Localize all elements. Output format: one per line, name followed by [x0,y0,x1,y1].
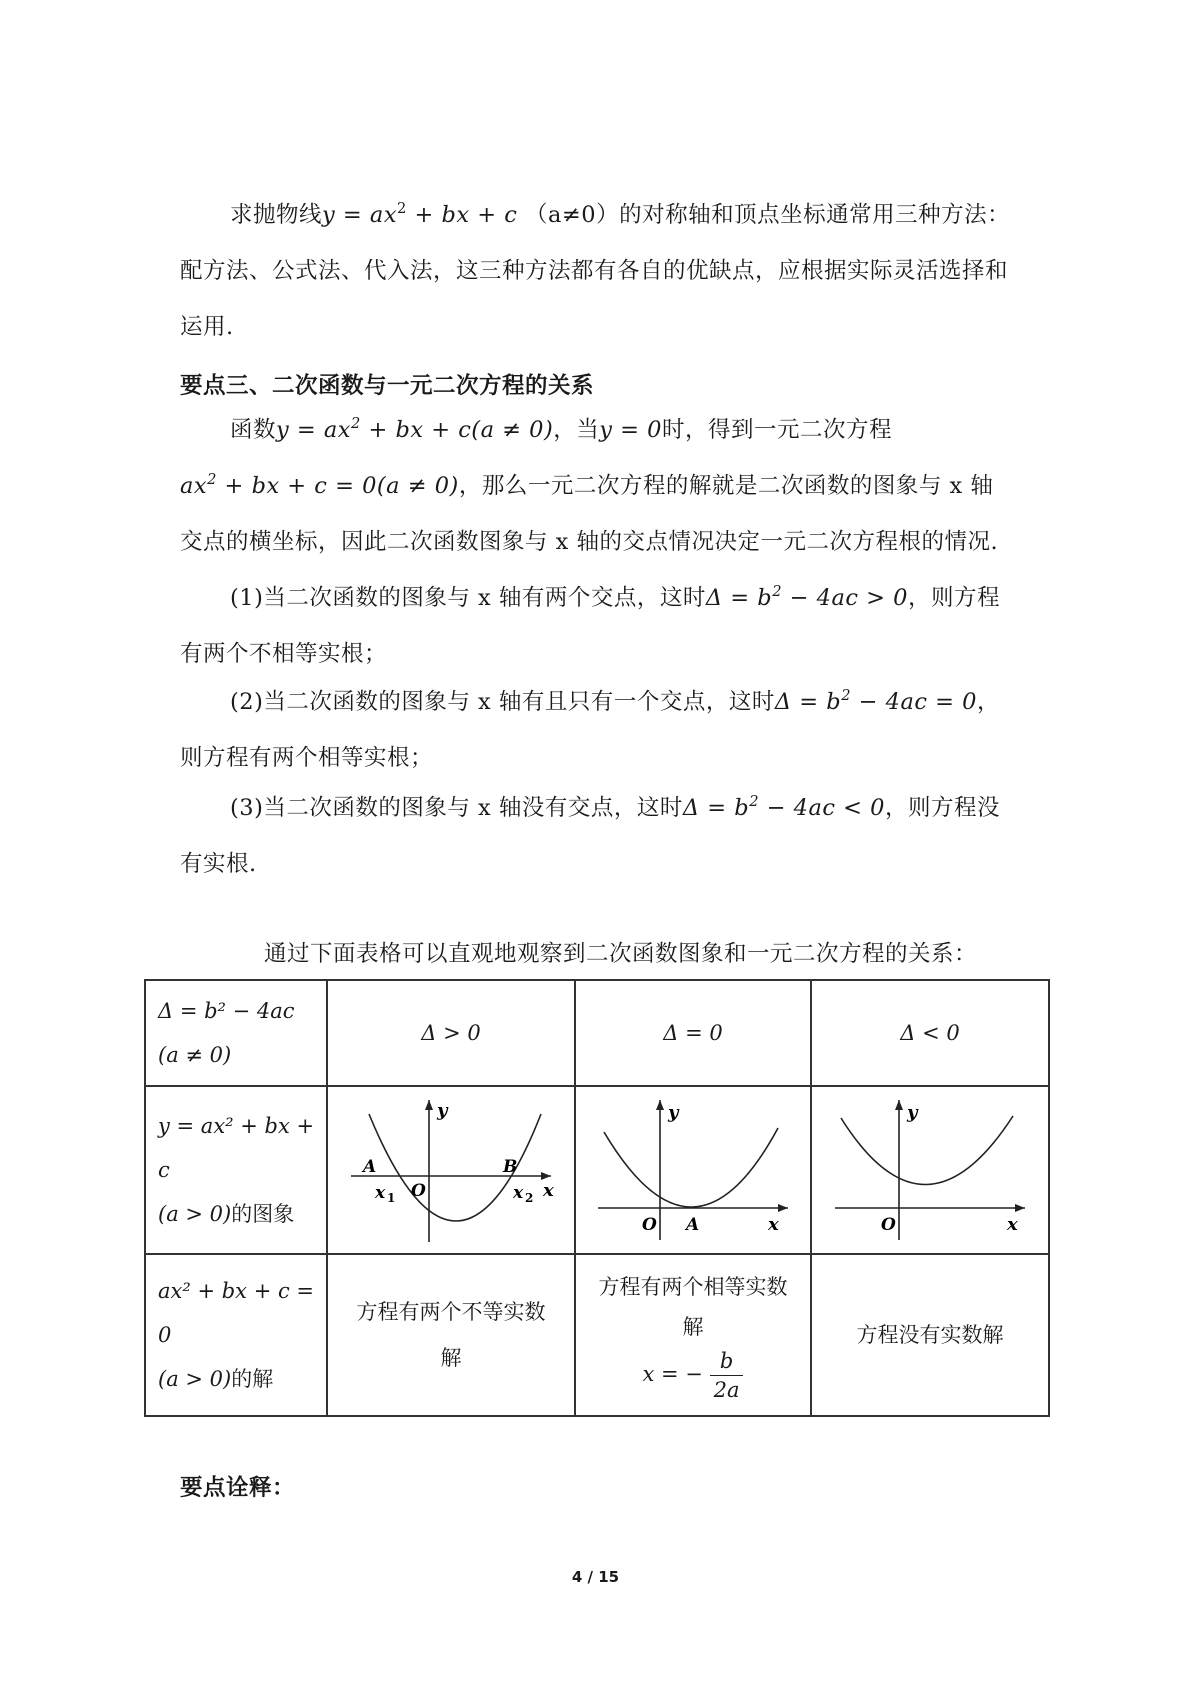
x-axis-label: x [1007,1214,1018,1235]
p1-text-b: ，当 [553,417,600,443]
point-a-label: A [363,1157,377,1177]
discriminant-condition: (a ≠ 0) [158,1043,232,1067]
intro-paragraph: 求抛物线$y = ax^2$ + bx + c （a≠0）的对称轴和顶点坐标通常用三种方法：配方法、公式法、代入法，这三种方法都有各自的优缺点，应根据实际灵活选择和运用. [180,200,1011,340]
case-1-conclusion: ，则方程有两个不相等实根； [180,585,1000,667]
case-1-formula: $\Delta = b^2 - 4ac > 0$ [705,583,908,611]
case-3-conclusion: ，则方程没有实根. [180,795,1000,877]
function-condition: (a > 0) [158,1202,232,1226]
header-negative-text: Δ < 0 [900,1021,960,1045]
solution-two-distinct-text: 方程有两个不等实数 [356,1300,546,1324]
equation-formula: ax² + bx + c = 0 [158,1279,314,1347]
intro-text-pre: 求抛物线 [230,202,323,228]
solution-label-text: 的解 [231,1367,274,1391]
y-axis-arrow [425,1100,433,1110]
p1-text-a: 函数 [230,417,277,443]
case-2 [180,674,1016,786]
p1-formula-y0: y = 0 [599,417,662,443]
discriminant-formula: Δ = b² − 4ac [158,999,295,1023]
graph-label-text: 的图象 [231,1202,295,1226]
table-intro: 通过下面表格可以直观地观察到二次函数图象和一元二次方程的关系： [264,941,978,967]
solution-label-cell [145,1254,327,1416]
header-positive [327,980,575,1086]
intro-condition: （a≠0） [525,202,620,228]
y-axis-label: y [668,1102,679,1123]
notes-title: 要点诠释： [180,1475,296,1501]
table-row-solutions [145,1254,1049,1416]
solution-two-distinct-cell [327,1254,575,1416]
equation-condition: (a > 0) [158,1367,232,1391]
discriminant-label-cell [145,980,327,1086]
y-axis-label: y [437,1100,448,1121]
header-negative [811,980,1049,1086]
root-x2-label: x [513,1183,524,1203]
p1-text-d: ，那么一元二次方程的解就是二次函数的图象与 x 轴交点的横坐标，因此二次函数图象与 x 轴的交点情况决定一元二次方程根的情况. [180,473,999,555]
case-3 [180,780,1016,892]
p1-formula-function: $y = ax^2$ + bx + c(a ≠ 0) [276,415,554,443]
function-formula: y = ax² + bx + c [158,1114,315,1182]
header-zero-text: Δ = 0 [663,1021,723,1045]
x-axis-arrow [778,1204,788,1212]
solution-root-fraction [710,1347,744,1404]
graph-two-roots-cell [327,1086,575,1254]
solution-two-equal-text: 方程有两个相等实数 [598,1274,788,1299]
origin-label: O [881,1215,896,1235]
case-3-formula: $\Delta = b^2 - 4ac < 0$ [682,793,885,821]
x-axis-label: x [768,1214,779,1235]
solution-none-text: 方程没有实数解 [856,1323,1004,1347]
parabola-two-intersections [341,1092,561,1248]
graph-no-root-cell [811,1086,1049,1254]
table-row-graph [145,1086,1049,1254]
page-number: 4 / 15 [571,1568,620,1586]
x-axis-arrow [541,1172,551,1180]
x-axis-arrow [1015,1204,1025,1212]
solution-two-distinct-text-cont: 解 [440,1346,462,1370]
solution-two-equal-text-cont: 解 [682,1314,704,1339]
solution-none-cell [811,1254,1049,1416]
root-x2-subscript: 2 [525,1191,534,1205]
origin-label: O [411,1181,426,1201]
case-2-text: (2)当二次函数的图象与 x 轴有且只有一个交点，这时 [230,689,775,715]
case-2-formula: $\Delta = b^2 - 4ac = 0$ [774,687,977,715]
y-axis-arrow [656,1100,664,1110]
table-row-discriminant [145,980,1049,1086]
graph-label-cell [145,1086,327,1254]
intro-text-rest: 的对称轴和顶点坐标通常用三种方法：配方法、公式法、代入法，这三种方法都有各自的优缺点，应根据实际灵活选择和运用. [180,202,1011,340]
y-axis-arrow [895,1100,903,1110]
root-x1-subscript: 1 [387,1191,396,1205]
origin-label: O [642,1215,657,1235]
header-positive-text: Δ > 0 [421,1021,481,1045]
solution-root-prefix: x = − [642,1361,703,1386]
header-zero [575,980,811,1086]
point-b-label: B [503,1157,518,1177]
fraction-denominator: 2a [713,1377,740,1402]
graph-one-root-cell [575,1086,811,1254]
intro-formula: y [322,202,336,228]
parabola-curve [841,1116,1013,1185]
parabola-curve [604,1128,778,1207]
solution-two-equal-cell [575,1254,811,1416]
y-axis-label: y [907,1102,918,1123]
root-x1-label: x [375,1183,386,1203]
function-paragraph [180,402,1016,570]
p1-formula-equation: $ax^2$ + bx + c = 0(a ≠ 0) [180,471,459,499]
parabola-tangent [588,1092,798,1248]
case-1-text: (1)当二次函数的图象与 x 轴有两个交点，这时 [230,585,706,611]
p1-text-c: 时，得到一元二次方程 [661,417,892,443]
case-1 [180,570,1016,682]
relationship-table [144,979,1050,1417]
case-3-text: (3)当二次函数的图象与 x 轴没有交点，这时 [230,795,683,821]
parabola-no-intersection [825,1092,1035,1248]
fraction-numerator: b [710,1347,744,1376]
case-2-conclusion: ，则方程有两个相等实根； [180,689,1000,771]
section-title: 要点三、二次函数与一元二次方程的关系 [180,373,595,399]
point-a-label: A [686,1215,700,1235]
x-axis-label: x [543,1180,554,1201]
